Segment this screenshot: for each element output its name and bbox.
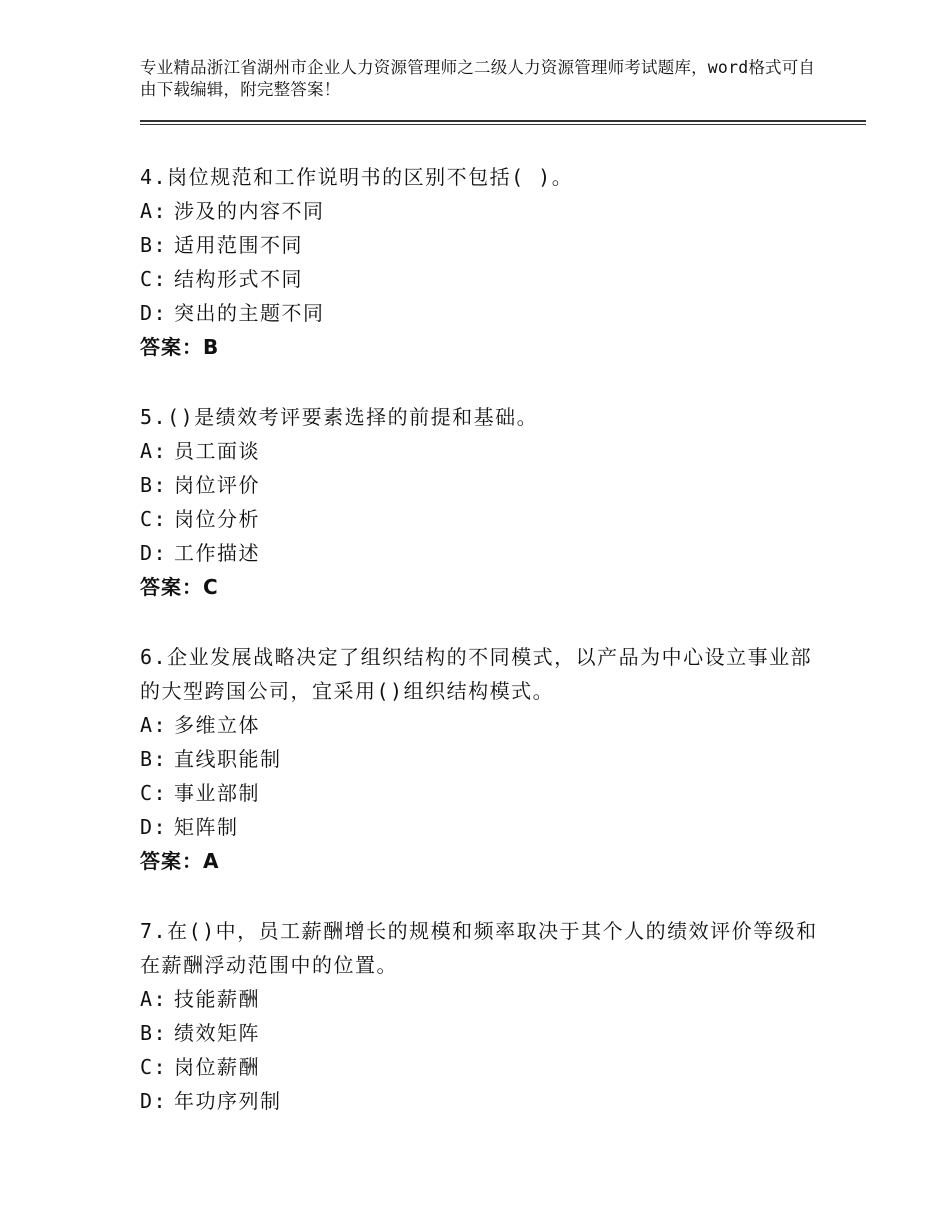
answer-line: 答案：A: [140, 849, 220, 873]
option-a: [140, 982, 820, 1016]
option-text: 突出的主题不同: [174, 301, 325, 325]
option-letter: D:: [140, 541, 168, 565]
option-text: 工作描述: [174, 541, 260, 565]
option-letter: D:: [140, 1089, 168, 1113]
question-stem: 4.岗位规范和工作说明书的区别不包括( )。: [140, 165, 574, 189]
question-6: [140, 640, 820, 878]
option-letter: A:: [140, 199, 168, 223]
option-letter: B:: [140, 233, 168, 257]
header-title: 专业精品浙江省湖州市企业人力资源管理师之二级人力资源管理师考试题库，word格式可自由下载编辑，附完整答案！: [140, 58, 816, 99]
option-text: 直线职能制: [174, 747, 282, 771]
option-c: [140, 502, 820, 536]
option-a: [140, 434, 820, 468]
option-text: 结构形式不同: [174, 267, 303, 291]
option-letter: D:: [140, 815, 168, 839]
option-d: [140, 536, 820, 570]
option-text: 岗位分析: [174, 507, 260, 531]
header-divider-thin: [140, 124, 866, 125]
option-text: 多维立体: [174, 713, 260, 737]
option-text: 年功序列制: [174, 1089, 282, 1113]
option-text: 适用范围不同: [174, 233, 303, 257]
option-d: [140, 296, 820, 330]
option-d: [140, 810, 820, 844]
option-letter: D:: [140, 301, 168, 325]
question-stem: 6.企业发展战略决定了组织结构的不同模式，以产品为中心设立事业部的大型跨国公司，宜采用()组织结构模式。: [140, 645, 813, 703]
option-c: [140, 776, 820, 810]
option-letter: C:: [140, 267, 168, 291]
option-text: 岗位薪酬: [174, 1055, 260, 1079]
answer-line: 答案：C: [140, 575, 219, 599]
option-a: [140, 194, 820, 228]
question-5: [140, 400, 820, 604]
header-divider: [140, 120, 866, 122]
option-b: [140, 1016, 820, 1050]
option-text: 矩阵制: [174, 815, 239, 839]
option-letter: A:: [140, 987, 168, 1011]
option-letter: B:: [140, 1021, 168, 1045]
option-c: [140, 1050, 820, 1084]
option-letter: C:: [140, 1055, 168, 1079]
question-list: [140, 160, 820, 1154]
option-text: 绩效矩阵: [174, 1021, 260, 1045]
question-7: [140, 914, 820, 1118]
option-letter: A:: [140, 713, 168, 737]
question-4: [140, 160, 820, 364]
answer-line: 答案：B: [140, 335, 220, 359]
option-letter: B:: [140, 473, 168, 497]
option-c: [140, 262, 820, 296]
option-text: 事业部制: [174, 781, 260, 805]
option-letter: C:: [140, 781, 168, 805]
question-stem: 5.()是绩效考评要素选择的前提和基础。: [140, 405, 539, 429]
document-header: [140, 57, 830, 101]
option-b: [140, 742, 820, 776]
option-d: [140, 1084, 820, 1118]
option-letter: C:: [140, 507, 168, 531]
option-text: 岗位评价: [174, 473, 260, 497]
option-b: [140, 228, 820, 262]
question-stem: 7.在()中，员工薪酬增长的规模和频率取决于其个人的绩效评价等级和在薪酬浮动范围中的位置。: [140, 919, 818, 977]
option-text: 涉及的内容不同: [174, 199, 325, 223]
option-b: [140, 468, 820, 502]
option-text: 技能薪酬: [174, 987, 260, 1011]
option-letter: A:: [140, 439, 168, 463]
option-letter: B:: [140, 747, 168, 771]
option-a: [140, 708, 820, 742]
option-text: 员工面谈: [174, 439, 260, 463]
